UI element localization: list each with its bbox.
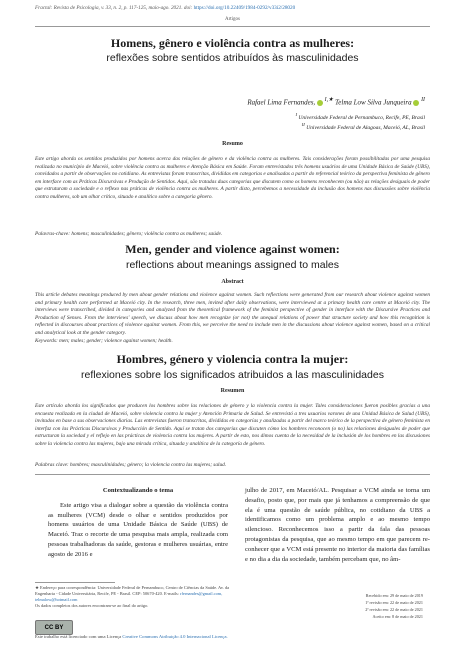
cc-license-badge[interactable] xyxy=(35,620,73,635)
section-label: Artigos xyxy=(225,17,240,22)
affil-text: Universidade Federal de Alagoas, Maceió, AL, Brasil xyxy=(306,124,425,131)
resumen-text: Este artículo aborda los significados que producen los hombres sobre las relaciones de género y la violencia contra la mujer. Tales consideraciones fueron posibles gracias a una encuesta realizada en la ciudad de Maceió, sobre violencia contra la mujer y Atención Primaria de Salud. Se entrevistó a tres usuarios varones de una Unidad Básica de Salud (UBS), invitados en base a sus observaciones diarias. Las entrevistas fueron transcritas, divididas en categorías y analizadas a partir del marco teórico de la perspectiva de género feminista en interfaz con las Prácticas Discursivas y Producción de Sentido. Aquí se tratan dos categorías que discuten cómo los hombres reconocen (o no) las relaciones desiguales de poder que estructuran la sociedad y el reflejo en las prácticas de violencia contra las mujeres. A partir de esto, nos dimos cuenta de la necesidad de la inclusión de los hombres en las discusiones sobre la violencia contra las mujeres, bajo una mirada crítica, situada y analítica de la categoría de género. xyxy=(35,403,430,447)
abstract-divider xyxy=(35,474,430,475)
date-received: Recebido em: 29 de maio de 2019 xyxy=(365,593,423,598)
footnote-rule xyxy=(35,582,115,583)
license-note xyxy=(35,634,228,639)
author-sup: I,★ xyxy=(324,97,334,103)
date-revision-2: 2ª revisão em: 22 de maio de 2021 xyxy=(365,607,423,612)
title-pt: Homens, gênero e violência contra as mulheres: xyxy=(110,36,355,50)
abstract-text: This article debates meanings produced by men about gender relations and violence against women. Such reflections were generated from our research about violence against women and primary health care performed at Maceió city. In the research, three men, invited after daily observations, were interviewed at a primary health care centre at Maceió city. The interviews were transcribed, divided in categories and analyzed from the theoretical framework of the feminist perspective of gender in interface with the Discursive Practices and Production of Senses. From the interviews' speech, we discuss about how men recognize (or not) the unequal relations of power that structure society and how this recognition is reflected in discourses about practices of violence against women. From this, we perceive the need to include men in the discussions about violence against women, based on a critical and analytical look at the gender category. xyxy=(35,292,430,336)
title-en: Men, gender and violence against women: xyxy=(125,242,340,256)
footnote xyxy=(35,585,235,609)
resumo-keywords: Palavras-chave: homens; masculinidades; gênero; violência contra as mulheres; saúde. xyxy=(35,231,223,237)
body-column-left xyxy=(48,486,228,560)
citation-text: Fractal: Revista de Psicologia, v. 33, n. 2, p. 117-125, maio-ago. 2021. doi: xyxy=(35,5,193,11)
affil-text: Universidade Federal de Pernambuco, Recife, PE, Brasil xyxy=(298,114,425,121)
affiliation xyxy=(295,112,425,121)
footnote-emails[interactable]: rfernandes@gmail.com, telmalow@hotmail.com xyxy=(35,590,223,602)
resumo-text: Este artigo aborda os sentidos produzidos por homens acerca das relações de gênero e da violência contra as mulheres. Tais considerações foram possibilitadas por uma pesquisa realizada no município de Maceió, sobre violência contra as mulheres e Atenção Básica em Saúde. Foram entrevistados três homens usuários de uma Unidade Básica de Saúde (UBS), convidados a partir de observações no cotidiano. As entrevistas foram transcritas, divididas em categorias e analisadas a partir do referencial teórico da perspectiva feminista de gênero em interface com as Práticas Discursivas e Produção de Sentidos. Aqui, são tratadas duas categorias que discutem como os homens reconhecem (ou não) as relações desiguais de poder que estruturam a sociedade e o reflexo nas práticas de violência contra as mulheres. A partir disto, percebemos a necessidade da inclusão dos homens nas discussões sobre violência contra mulheres, sob um olhar crítico, situado e analítico sobre a categoria gênero. xyxy=(35,156,431,200)
orcid-icon[interactable] xyxy=(317,100,323,106)
abstract-heading: Abstract xyxy=(221,279,244,285)
license-text: Este trabalho está licenciado com uma Licença xyxy=(35,634,122,639)
body-paragraph: Este artigo visa a dialogar sobre a questão da violência contra as mulheres (VCM) desde o olhar e sentidos produzidos por homens usuários de uma Unidade Básica de Saúde (UBS) de Maceió. Traz o recorte de uma pesquisa mais ampla, realizada com pessoas trabalhadoras da saúde, gestoras e mulheres usuárias, entre agosto de 2016 e xyxy=(48,501,228,558)
license-link[interactable]: Creative Commons Atribuição 4.0 Internacional Licença. xyxy=(122,634,228,639)
affiliation xyxy=(302,122,425,131)
author-sup: II xyxy=(421,97,425,103)
title-es: Hombres, género y violencia contra la mujer: xyxy=(116,352,349,366)
section-heading: Contextualizando o tema xyxy=(102,487,174,494)
subtitle-pt: reflexões sobre sentidos atribuídos às masculinidades xyxy=(106,52,359,64)
subtitle-en: reflections about meanings assigned to males xyxy=(125,259,340,271)
doi-link[interactable]: https://doi.org/10.22409/1984-0292/v33i2/28020 xyxy=(193,5,296,11)
author-line xyxy=(247,97,425,106)
resumo-heading: Resumo xyxy=(222,141,243,147)
article-dates xyxy=(365,592,423,620)
footnote-text: ★ Endereço para correspondência: Universidade Federal de Pernambuco, Centro de Ciências da Saúde. Av. da Engenharia - Cidade Universitária, Recife, PE - Brasil. CEP: 50670-420. E-mails: xyxy=(35,585,230,596)
abstract-keywords: Keywords: men; males; gender; violence against women; health. xyxy=(35,338,173,344)
journal-citation xyxy=(35,5,295,11)
footnote-text: Os dados completos dos autores encontram-se ao final do artigo. xyxy=(35,602,149,608)
date-revision-1: 1ª revisão em: 22 de maio de 2021 xyxy=(365,600,423,605)
author-name: Rafael Lima Fernandes, xyxy=(247,98,316,107)
body-column-right: julho de 2017, em Maceió/AL. Pesquisar a VCM ainda se torna um desafio, posto que, por mais que já tenhamos a compreensão de que ela é uma questão de saúde pública, no cotidiano da UBS a identificamos como um problema amplo e ao mesmo tempo silencioso. Reconhecemos isso a partir da fala das pessoas protagonistas da pesquisa, que ao mesmo tempo em que parecem re-conhecer que a VCM está presente no interior da maioria das famílias e no dia a dia da sociedade, também percebam que, no âm- xyxy=(245,487,430,563)
affil-sup: II xyxy=(301,122,305,127)
subtitle-es: reflexiones sobre los significados atribuidos a las masculinidades xyxy=(81,369,384,381)
author-name: Telma Low Silva Junqueira xyxy=(335,98,412,107)
date-accepted: Aceito em: 8 de maio de 2021 xyxy=(372,614,423,619)
resumen-keywords: Palabras clave: hombres; masculinidades; género; la violencia contra las mujeres; salud. xyxy=(35,462,227,468)
cc-badge-label: CC BY xyxy=(44,624,64,631)
resumen-heading: Resumen xyxy=(220,388,245,394)
affil-sup: I xyxy=(295,112,297,117)
header-divider xyxy=(35,26,430,27)
orcid-icon[interactable] xyxy=(413,100,419,106)
